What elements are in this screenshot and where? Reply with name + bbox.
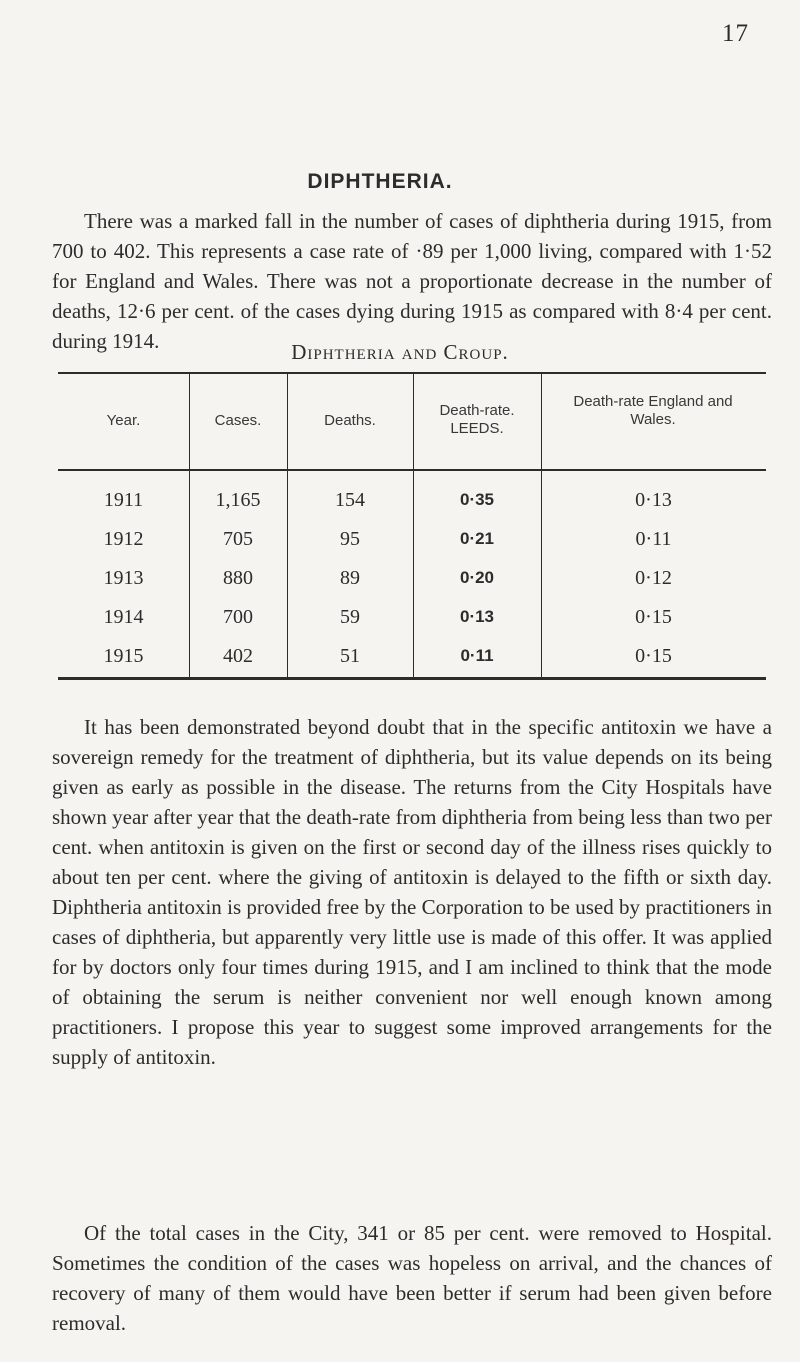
table-header-rule bbox=[58, 469, 766, 471]
header-cases: Cases. bbox=[214, 412, 262, 429]
intro-paragraph: There was a marked fall in the number of cases of diphtheria during 1915, from 700 to 402. This represents a case rate of ·89 per 1,000 living, compared with 1·52 for England and Wales. There was not a proportionate decrease in the number of deaths, 12·6 per cent. of the cases dying during 1915 as compared with 8·4 per cent. during 1914. bbox=[52, 209, 772, 353]
table-cell-deaths: 51 bbox=[340, 645, 360, 667]
column-divider bbox=[541, 374, 542, 677]
table-cell-rate-leeds: 0·20 bbox=[459, 568, 495, 587]
table-cell-rate-ew: 0·15 bbox=[635, 645, 672, 667]
table-cell-rate-ew: 0·13 bbox=[635, 489, 672, 511]
column-divider bbox=[413, 374, 414, 677]
table-caption: Diphtheria and Croup. bbox=[291, 340, 509, 364]
table-cell-rate-leeds: 0·35 bbox=[459, 490, 495, 509]
table-cell-deaths: 59 bbox=[340, 606, 360, 628]
header-year: Year. bbox=[106, 412, 141, 429]
table-cell-year: 1913 bbox=[103, 567, 144, 589]
table-top-rule bbox=[58, 372, 766, 374]
antitoxin-paragraph: It has been demonstrated beyond doubt that in the specific antitoxin we have a sovereign remedy for the treatment of diphtheria, but its value depends on its being given as early as possible in the disease. The returns from the City Hospitals have shown year after year that the death-rate from diphtheria from being less than two per cent. when antitoxin is given on the first or second day of the illness rises quickly to about ten per cent. where the giving of antitoxin is delayed to the fifth or sixth day. Diphtheria antitoxin is provided free by the Corporation to be used by practitioners in cases of diphtheria, but apparently very little use is made of this offer. It was applied for by doctors only four times during 1915, and I am inclined to think that the mode of obtaining the serum is neither convenient nor well enough known among practitioners. I propose this year to suggest some improved arrangements for the supply of antitoxin. bbox=[52, 715, 772, 1069]
table-cell-cases: 880 bbox=[223, 567, 253, 589]
header-deaths: Deaths. bbox=[324, 412, 376, 429]
table-cell-year: 1911 bbox=[103, 489, 144, 511]
header-death-rate-leeds: Death-rate. LEEDS. bbox=[439, 402, 515, 437]
diphtheria-table bbox=[58, 372, 766, 680]
section-heading: DIPHTHERIA. bbox=[307, 170, 453, 193]
table-cell-deaths: 89 bbox=[340, 567, 360, 589]
table-cell-cases: 1,165 bbox=[215, 489, 261, 511]
table-cell-rate-ew: 0·12 bbox=[635, 567, 672, 589]
hospital-removal-paragraph: Of the total cases in the City, 341 or 85 per cent. were removed to Hospital. Sometimes the condition of the cases was hopeless on arrival, and the chances of recovery of many of them would have been better if serum had been given before removal. bbox=[52, 1221, 772, 1335]
table-cell-cases: 705 bbox=[223, 528, 253, 550]
table-cell-cases: 700 bbox=[223, 606, 253, 628]
table-bottom-rule bbox=[58, 677, 766, 680]
table-cell-year: 1914 bbox=[103, 606, 144, 628]
table-cell-rate-leeds: 0·13 bbox=[459, 607, 495, 626]
table-cell-rate-ew: 0·15 bbox=[635, 606, 672, 628]
table-cell-rate-leeds: 0·11 bbox=[460, 646, 494, 665]
table-cell-year: 1915 bbox=[103, 645, 144, 667]
table-cell-cases: 402 bbox=[223, 645, 253, 667]
page-number: 17 bbox=[722, 20, 749, 47]
table-cell-year: 1912 bbox=[103, 528, 144, 550]
table-cell-rate-leeds: 0·21 bbox=[459, 529, 495, 548]
header-death-rate-england-wales: Death-rate England and Wales. bbox=[573, 393, 733, 428]
table-cell-deaths: 95 bbox=[340, 528, 360, 550]
table-cell-deaths: 154 bbox=[335, 489, 365, 511]
table-cell-rate-ew: 0·11 bbox=[635, 528, 672, 550]
